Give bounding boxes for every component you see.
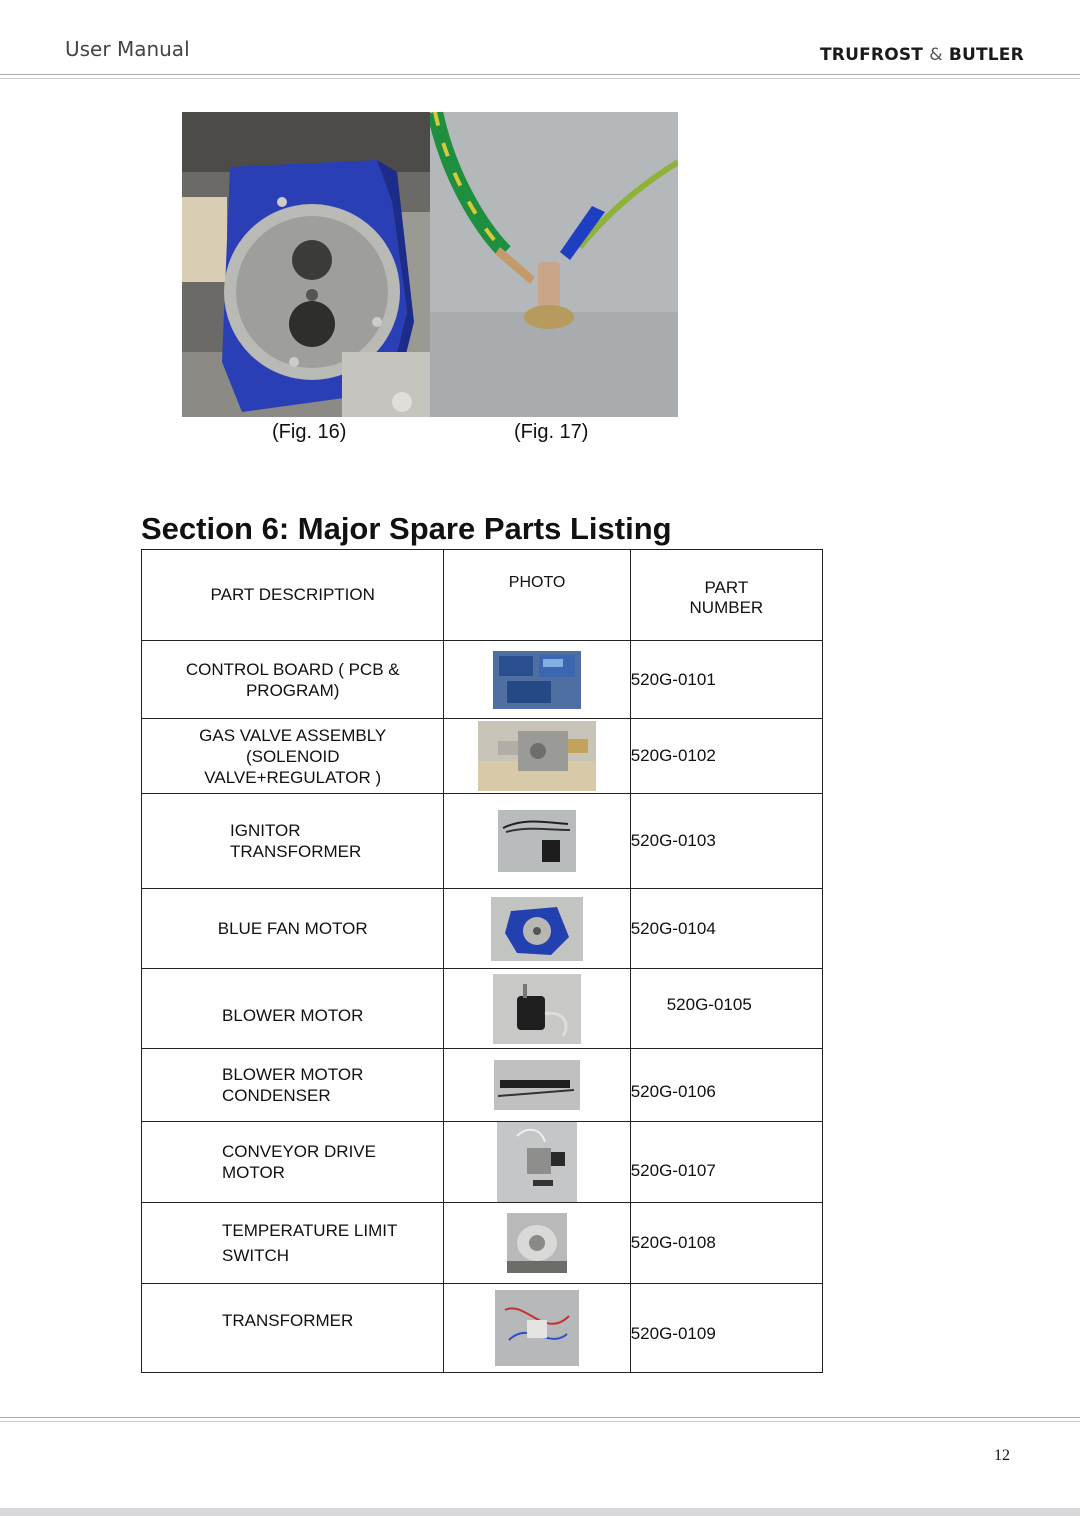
part-description — [142, 794, 444, 889]
table-row — [142, 794, 823, 889]
gas-valve-photo — [478, 721, 596, 791]
header-rule-secondary — [0, 78, 1080, 79]
table-row — [142, 969, 823, 1049]
part-photo — [444, 1203, 630, 1284]
part-photo — [444, 641, 630, 719]
table-row — [142, 641, 823, 719]
page-bottom-edge — [0, 1508, 1080, 1516]
part-number: 520G-0104 — [630, 889, 822, 969]
table-header-row — [142, 550, 823, 641]
header-part-number-line2: NUMBER — [689, 598, 764, 617]
part-description-line: TEMPERATURE LIMIT — [222, 1221, 398, 1240]
part-description — [142, 719, 444, 794]
spare-parts-table — [141, 549, 823, 1373]
condenser-photo — [494, 1060, 580, 1110]
part-number — [630, 969, 822, 1049]
part-number: 520G-0108 — [630, 1203, 822, 1284]
page-number: 12 — [994, 1447, 1010, 1464]
header-part-number — [630, 550, 822, 641]
table-row — [142, 1049, 823, 1122]
control-board-photo — [493, 651, 581, 709]
part-photo — [444, 794, 630, 889]
table-row — [142, 889, 823, 969]
part-description-line: BLOWER MOTOR — [222, 1065, 364, 1084]
part-description-line: MOTOR — [222, 1163, 285, 1182]
part-description-line: CONVEYOR DRIVE — [222, 1142, 376, 1161]
part-description-line: TRANSFORMER — [222, 1311, 354, 1330]
brand-name-a: TRUFROST — [820, 45, 924, 65]
blue-fan-motor-photo — [491, 897, 583, 961]
part-number-value: 520G-0107 — [630, 1161, 716, 1180]
blower-motor-photo — [493, 974, 581, 1044]
part-description-line: PROGRAM) — [245, 680, 340, 700]
table-row — [142, 1284, 823, 1373]
part-description-line: CONDENSER — [222, 1086, 331, 1105]
part-description — [142, 1122, 444, 1203]
part-description-line: SWITCH — [222, 1246, 290, 1265]
fig16-photo — [182, 112, 430, 417]
part-number — [630, 1122, 822, 1203]
part-number-value: 520G-0106 — [630, 1082, 716, 1101]
transformer-photo — [495, 1290, 579, 1366]
document-title: User Manual — [65, 37, 190, 61]
header-rule — [0, 74, 1080, 75]
fig16-caption: (Fig. 16) — [272, 421, 347, 443]
header-photo: PHOTO — [444, 550, 630, 641]
part-description — [142, 641, 444, 719]
section-title: Section 6: Major Spare Parts Listing — [141, 511, 672, 546]
part-description-line: (SOLENOID — [245, 746, 340, 766]
part-photo — [444, 1122, 630, 1203]
part-description-line: GAS VALVE ASSEMBLY — [199, 725, 387, 745]
part-description-line: VALVE+REGULATOR ) — [204, 767, 382, 787]
header-part-number-line1: PART — [704, 578, 749, 597]
part-description: BLUE FAN MOTOR — [142, 889, 444, 969]
part-photo — [444, 1284, 630, 1373]
figure-photos — [182, 112, 678, 417]
fig17-photo — [430, 112, 678, 417]
header-part-description: PART DESCRIPTION — [142, 550, 444, 641]
conveyor-drive-motor-photo — [497, 1122, 577, 1202]
part-description-line: IGNITOR — [230, 821, 301, 840]
ignitor-transformer-photo — [498, 810, 576, 872]
part-number: 520G-0102 — [630, 719, 822, 794]
part-description — [142, 1049, 444, 1122]
footer-rule-secondary — [0, 1421, 1080, 1422]
table-row — [142, 1203, 823, 1284]
part-number-value: 520G-0105 — [666, 994, 752, 1014]
fig17-caption: (Fig. 17) — [514, 421, 589, 443]
temperature-limit-switch-photo — [507, 1213, 567, 1273]
table-row — [142, 1122, 823, 1203]
part-description-line: CONTROL BOARD ( PCB & — [185, 659, 400, 679]
part-description-line: TRANSFORMER — [230, 842, 362, 861]
part-description — [142, 1203, 444, 1284]
part-photo — [444, 889, 630, 969]
part-number — [630, 1284, 822, 1373]
brand-logo — [820, 45, 1024, 65]
table-row — [142, 719, 823, 794]
footer-rule — [0, 1417, 1080, 1418]
part-photo — [444, 1049, 630, 1122]
part-description — [142, 1284, 444, 1373]
part-photo — [444, 969, 630, 1049]
part-number-value: 520G-0109 — [630, 1324, 716, 1343]
part-number — [630, 1049, 822, 1122]
brand-name-b: BUTLER — [948, 45, 1024, 65]
part-number: 520G-0101 — [630, 641, 822, 719]
brand-ampersand: & — [929, 45, 943, 65]
part-number: 520G-0103 — [630, 794, 822, 889]
part-description — [142, 969, 444, 1049]
part-description-line: BLOWER MOTOR — [222, 1006, 364, 1025]
part-photo — [444, 719, 630, 794]
